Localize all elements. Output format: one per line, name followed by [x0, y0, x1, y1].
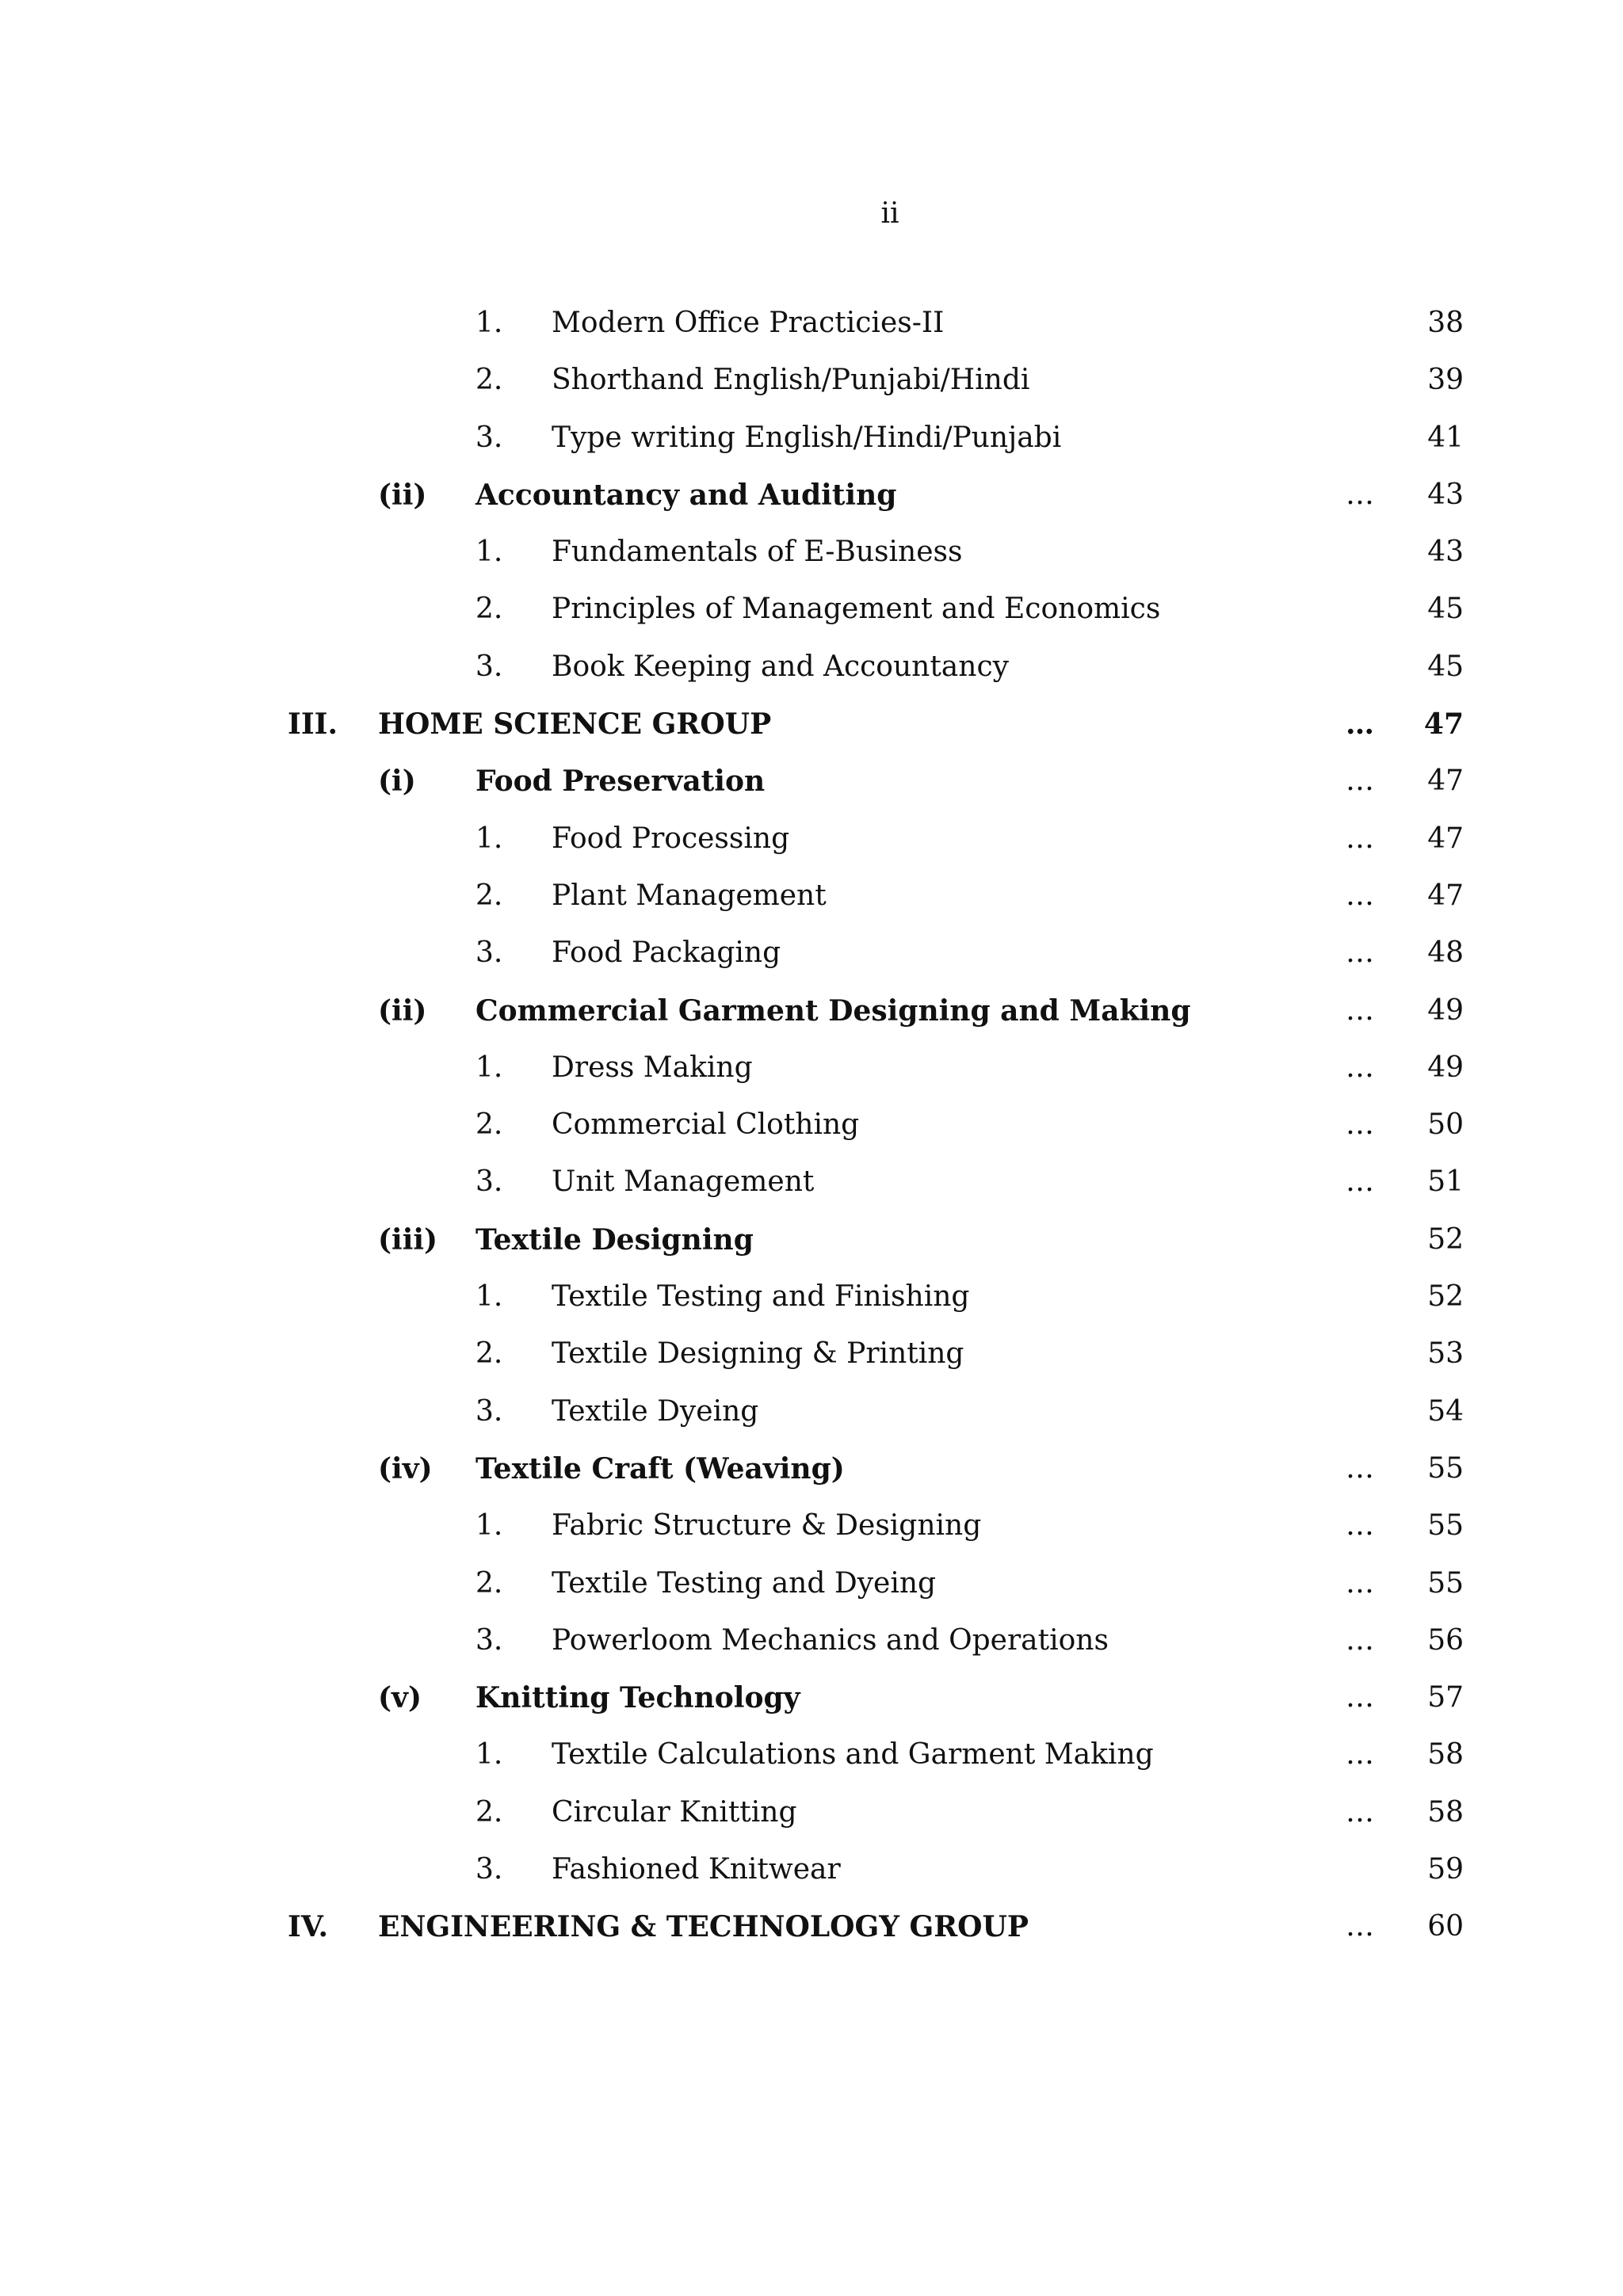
toc-item-number: 1. — [475, 1509, 503, 1543]
toc-group-label: III. — [288, 707, 338, 742]
toc-item-row — [0, 581, 1623, 638]
toc-item-row — [0, 925, 1623, 982]
toc-item-title: Textile Testing and Finishing — [552, 1280, 970, 1314]
toc-leader: … — [1346, 936, 1374, 970]
toc-item-title: Dress Making — [552, 1051, 753, 1084]
toc-item-title: Fabric Structure & Designing — [552, 1509, 982, 1543]
toc-leader: … — [1346, 1681, 1374, 1714]
toc-item-row — [0, 1612, 1623, 1669]
toc-page-ref: 38 — [1427, 307, 1464, 339]
toc-item-number: 2. — [475, 364, 503, 397]
toc-item-number: 1. — [475, 822, 503, 855]
toc-item-title: Textile Testing and Dyeing — [552, 1566, 937, 1600]
toc-section-row — [0, 1211, 1623, 1268]
toc-item-title: Textile Dyeing — [552, 1394, 759, 1428]
toc-leader: … — [1346, 1910, 1374, 1943]
toc-group-title: ENGINEERING & TECHNOLOGY GROUP — [378, 1910, 1029, 1944]
toc-item-row — [0, 639, 1623, 696]
toc-item-row — [0, 1039, 1623, 1097]
toc-item-number: 1. — [475, 536, 503, 569]
toc-item-title: Textile Designing & Printing — [552, 1337, 964, 1371]
toc-page-ref: 45 — [1427, 650, 1464, 683]
toc-page-ref: 60 — [1427, 1910, 1464, 1943]
toc-item-number: 3. — [475, 1165, 503, 1199]
toc-group-row — [0, 696, 1623, 753]
toc-item-row — [0, 524, 1623, 581]
toc-item-title: Circular Knitting — [552, 1795, 797, 1829]
toc-item-row — [0, 1268, 1623, 1325]
toc-leader: … — [1346, 1795, 1374, 1829]
toc-item-row — [0, 295, 1623, 352]
toc-item-number: 2. — [475, 593, 503, 626]
toc-item-title: Plant Management — [552, 879, 827, 912]
toc-page-ref: 53 — [1427, 1337, 1464, 1371]
toc-item-number: 3. — [475, 1394, 503, 1428]
toc-page-ref: 50 — [1427, 1108, 1464, 1142]
toc-leader: … — [1346, 994, 1374, 1027]
toc-item-number: 3. — [475, 650, 503, 683]
toc-leader: … — [1346, 879, 1374, 912]
toc-section-title: Commercial Garment Designing and Making — [475, 994, 1191, 1028]
toc-section-label: (iv) — [378, 1451, 433, 1486]
toc-item-row — [0, 410, 1623, 467]
toc-item-number: 1. — [475, 307, 503, 339]
toc-page-ref: 45 — [1427, 593, 1464, 626]
toc-leader: … — [1346, 478, 1374, 511]
toc-item-number: 1. — [475, 1280, 503, 1314]
toc-page-ref: 58 — [1427, 1795, 1464, 1829]
toc-leader: … — [1346, 1566, 1374, 1600]
toc-section-label: (ii) — [378, 994, 427, 1028]
toc-group-label: IV. — [288, 1910, 329, 1944]
toc-section-row — [0, 982, 1623, 1039]
toc-item-title: Modern Office Practicies-II — [552, 307, 945, 339]
toc-leader: … — [1346, 707, 1374, 742]
toc-section-title: Knitting Technology — [475, 1681, 800, 1715]
toc-section-label: (iii) — [378, 1222, 438, 1257]
toc-section-row — [0, 1669, 1623, 1726]
toc-item-number: 3. — [475, 1623, 503, 1657]
toc-item-title: Food Processing — [552, 822, 790, 855]
toc-item-number: 1. — [475, 1051, 503, 1084]
toc-leader: … — [1346, 822, 1374, 855]
toc-section-label: (i) — [378, 765, 416, 799]
toc-leader: … — [1346, 1738, 1374, 1772]
toc-item-row — [0, 1097, 1623, 1154]
toc-page-ref: 58 — [1427, 1738, 1464, 1772]
toc-item-row — [0, 1497, 1623, 1554]
page-number: ii — [880, 197, 899, 230]
toc-group-title: HOME SCIENCE GROUP — [378, 707, 772, 742]
toc-item-number: 3. — [475, 936, 503, 970]
toc-page-ref: 51 — [1427, 1165, 1464, 1199]
toc-item-row — [0, 352, 1623, 409]
toc-page-ref: 55 — [1427, 1451, 1464, 1485]
toc-item-row — [0, 868, 1623, 925]
toc-leader: … — [1346, 1623, 1374, 1657]
toc-page-ref: 47 — [1423, 707, 1464, 742]
toc-item-row — [0, 1784, 1623, 1841]
toc-page-ref: 41 — [1427, 421, 1464, 454]
toc-item-title: Principles of Management and Economics — [552, 593, 1161, 626]
toc-item-number: 2. — [475, 1108, 503, 1142]
toc-section-label: (ii) — [378, 478, 427, 512]
toc-leader: … — [1346, 1451, 1374, 1485]
toc-item-number: 3. — [475, 421, 503, 454]
toc-leader: … — [1346, 1509, 1374, 1543]
toc-item-number: 2. — [475, 879, 503, 912]
toc-page-ref: 55 — [1427, 1566, 1464, 1600]
toc-section-title: Accountancy and Auditing — [475, 478, 897, 512]
table-of-contents — [0, 295, 1623, 1956]
toc-item-title: Commercial Clothing — [552, 1108, 860, 1142]
toc-item-title: Powerloom Mechanics and Operations — [552, 1623, 1109, 1657]
toc-item-row — [0, 1841, 1623, 1898]
toc-section-row — [0, 753, 1623, 810]
toc-section-label: (v) — [378, 1681, 422, 1715]
toc-page-ref: 59 — [1427, 1853, 1464, 1886]
toc-leader: … — [1346, 1108, 1374, 1142]
toc-item-row — [0, 1555, 1623, 1612]
toc-item-title: Fundamentals of E-Business — [552, 536, 963, 569]
toc-page-ref: 43 — [1427, 536, 1464, 569]
toc-item-number: 2. — [475, 1795, 503, 1829]
toc-item-title: Shorthand English/Punjabi/Hindi — [552, 364, 1030, 397]
toc-page-ref: 54 — [1427, 1394, 1464, 1428]
toc-item-row — [0, 1325, 1623, 1383]
toc-leader: … — [1346, 1165, 1374, 1199]
toc-page-ref: 57 — [1427, 1681, 1464, 1714]
toc-page-ref: 56 — [1427, 1623, 1464, 1657]
toc-leader: … — [1346, 1051, 1374, 1084]
toc-item-row — [0, 1726, 1623, 1783]
toc-item-number: 2. — [475, 1566, 503, 1600]
toc-item-title: Food Packaging — [552, 936, 781, 970]
toc-item-number: 1. — [475, 1738, 503, 1772]
toc-page-ref: 47 — [1427, 822, 1464, 855]
toc-item-number: 3. — [475, 1853, 503, 1886]
toc-page-ref: 49 — [1427, 1051, 1464, 1084]
toc-item-number: 2. — [475, 1337, 503, 1371]
toc-page-ref: 47 — [1427, 765, 1464, 798]
toc-section-title: Textile Craft (Weaving) — [475, 1451, 845, 1486]
toc-page-ref: 55 — [1427, 1509, 1464, 1543]
toc-section-title: Food Preservation — [475, 765, 766, 799]
toc-item-title: Type writing English/Hindi/Punjabi — [552, 421, 1062, 454]
toc-page-ref: 52 — [1427, 1222, 1464, 1256]
toc-page-ref: 43 — [1427, 478, 1464, 511]
toc-section-title: Textile Designing — [475, 1222, 754, 1257]
toc-page-ref: 39 — [1427, 364, 1464, 397]
toc-item-title: Unit Management — [552, 1165, 815, 1199]
toc-group-row — [0, 1898, 1623, 1955]
toc-item-row — [0, 1154, 1623, 1211]
toc-item-row — [0, 1383, 1623, 1440]
toc-page-ref: 49 — [1427, 994, 1464, 1027]
toc-item-title: Textile Calculations and Garment Making — [552, 1738, 1154, 1772]
toc-leader: … — [1346, 765, 1374, 798]
toc-item-row — [0, 810, 1623, 868]
toc-item-title: Book Keeping and Accountancy — [552, 650, 1009, 683]
toc-page-ref: 47 — [1427, 879, 1464, 912]
toc-item-title: Fashioned Knitwear — [552, 1853, 841, 1886]
toc-page-ref: 48 — [1427, 936, 1464, 970]
toc-page-ref: 52 — [1427, 1280, 1464, 1314]
toc-section-row — [0, 1440, 1623, 1497]
toc-section-row — [0, 467, 1623, 524]
